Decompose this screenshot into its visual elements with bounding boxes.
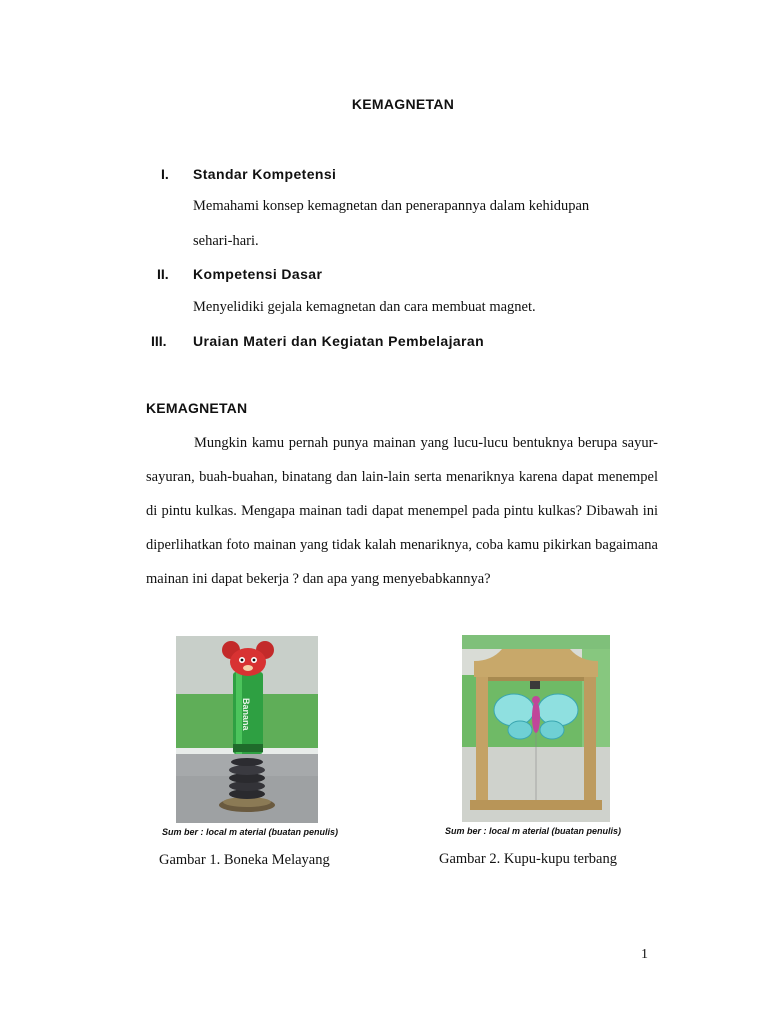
section-2-line-1: Menyelidiki gejala kemagnetan dan cara membuat magnet. [193, 299, 536, 315]
battery-label: Banana [241, 698, 251, 731]
figure-2-caption: Gambar 2. Kupu-kupu terbang [439, 851, 617, 867]
kupu-kupu-terbang-image [462, 635, 610, 822]
section-2-number: II. [157, 266, 169, 282]
section-1-line-1: Memahami konsep kemagnetan dan penerapannya dalam kehidupan [193, 198, 590, 214]
section-3-number: III. [151, 333, 167, 349]
section-1-line-2: sehari-hari. [193, 233, 259, 249]
boneka-melayang-image [176, 636, 318, 823]
intro-paragraph [146, 426, 658, 596]
subheading: KEMAGNETAN [146, 400, 248, 416]
figure-2-photo [462, 635, 610, 822]
section-3-heading: Uraian Materi dan Kegiatan Pembelajaran [193, 333, 485, 349]
page-number: 1 [641, 947, 648, 962]
section-1-heading: Standar Kompetensi [193, 166, 337, 182]
figure-1-caption: Gambar 1. Boneka Melayang [159, 852, 330, 868]
figure-2-source: Sum ber : local m aterial (buatan penulis) [445, 826, 622, 836]
page-title: KEMAGNETAN [351, 96, 455, 112]
section-2-heading: Kompetensi Dasar [193, 266, 323, 282]
intro-paragraph-text: Mungkin kamu pernah punya mainan yang lucu-lucu bentuknya berupa sayur-sayuran, buah-buahan, binatang dan lain-lain serta menariknya karena dapat menempel di pintu kulkas. Mengapa mainan tadi dapat menempel pada pintu kulkas? Dibawah ini diperlihatkan foto mainan yang tidak kalah menariknya, coba kamu pikirkan bagaimana mainan ini dapat bekerja ? dan apa yang menyebabkannya? [146, 435, 658, 587]
section-1-number: I. [161, 166, 169, 182]
figure-1-source: Sum ber : local m aterial (buatan penulis) [162, 827, 339, 837]
figure-1-photo [176, 636, 318, 823]
